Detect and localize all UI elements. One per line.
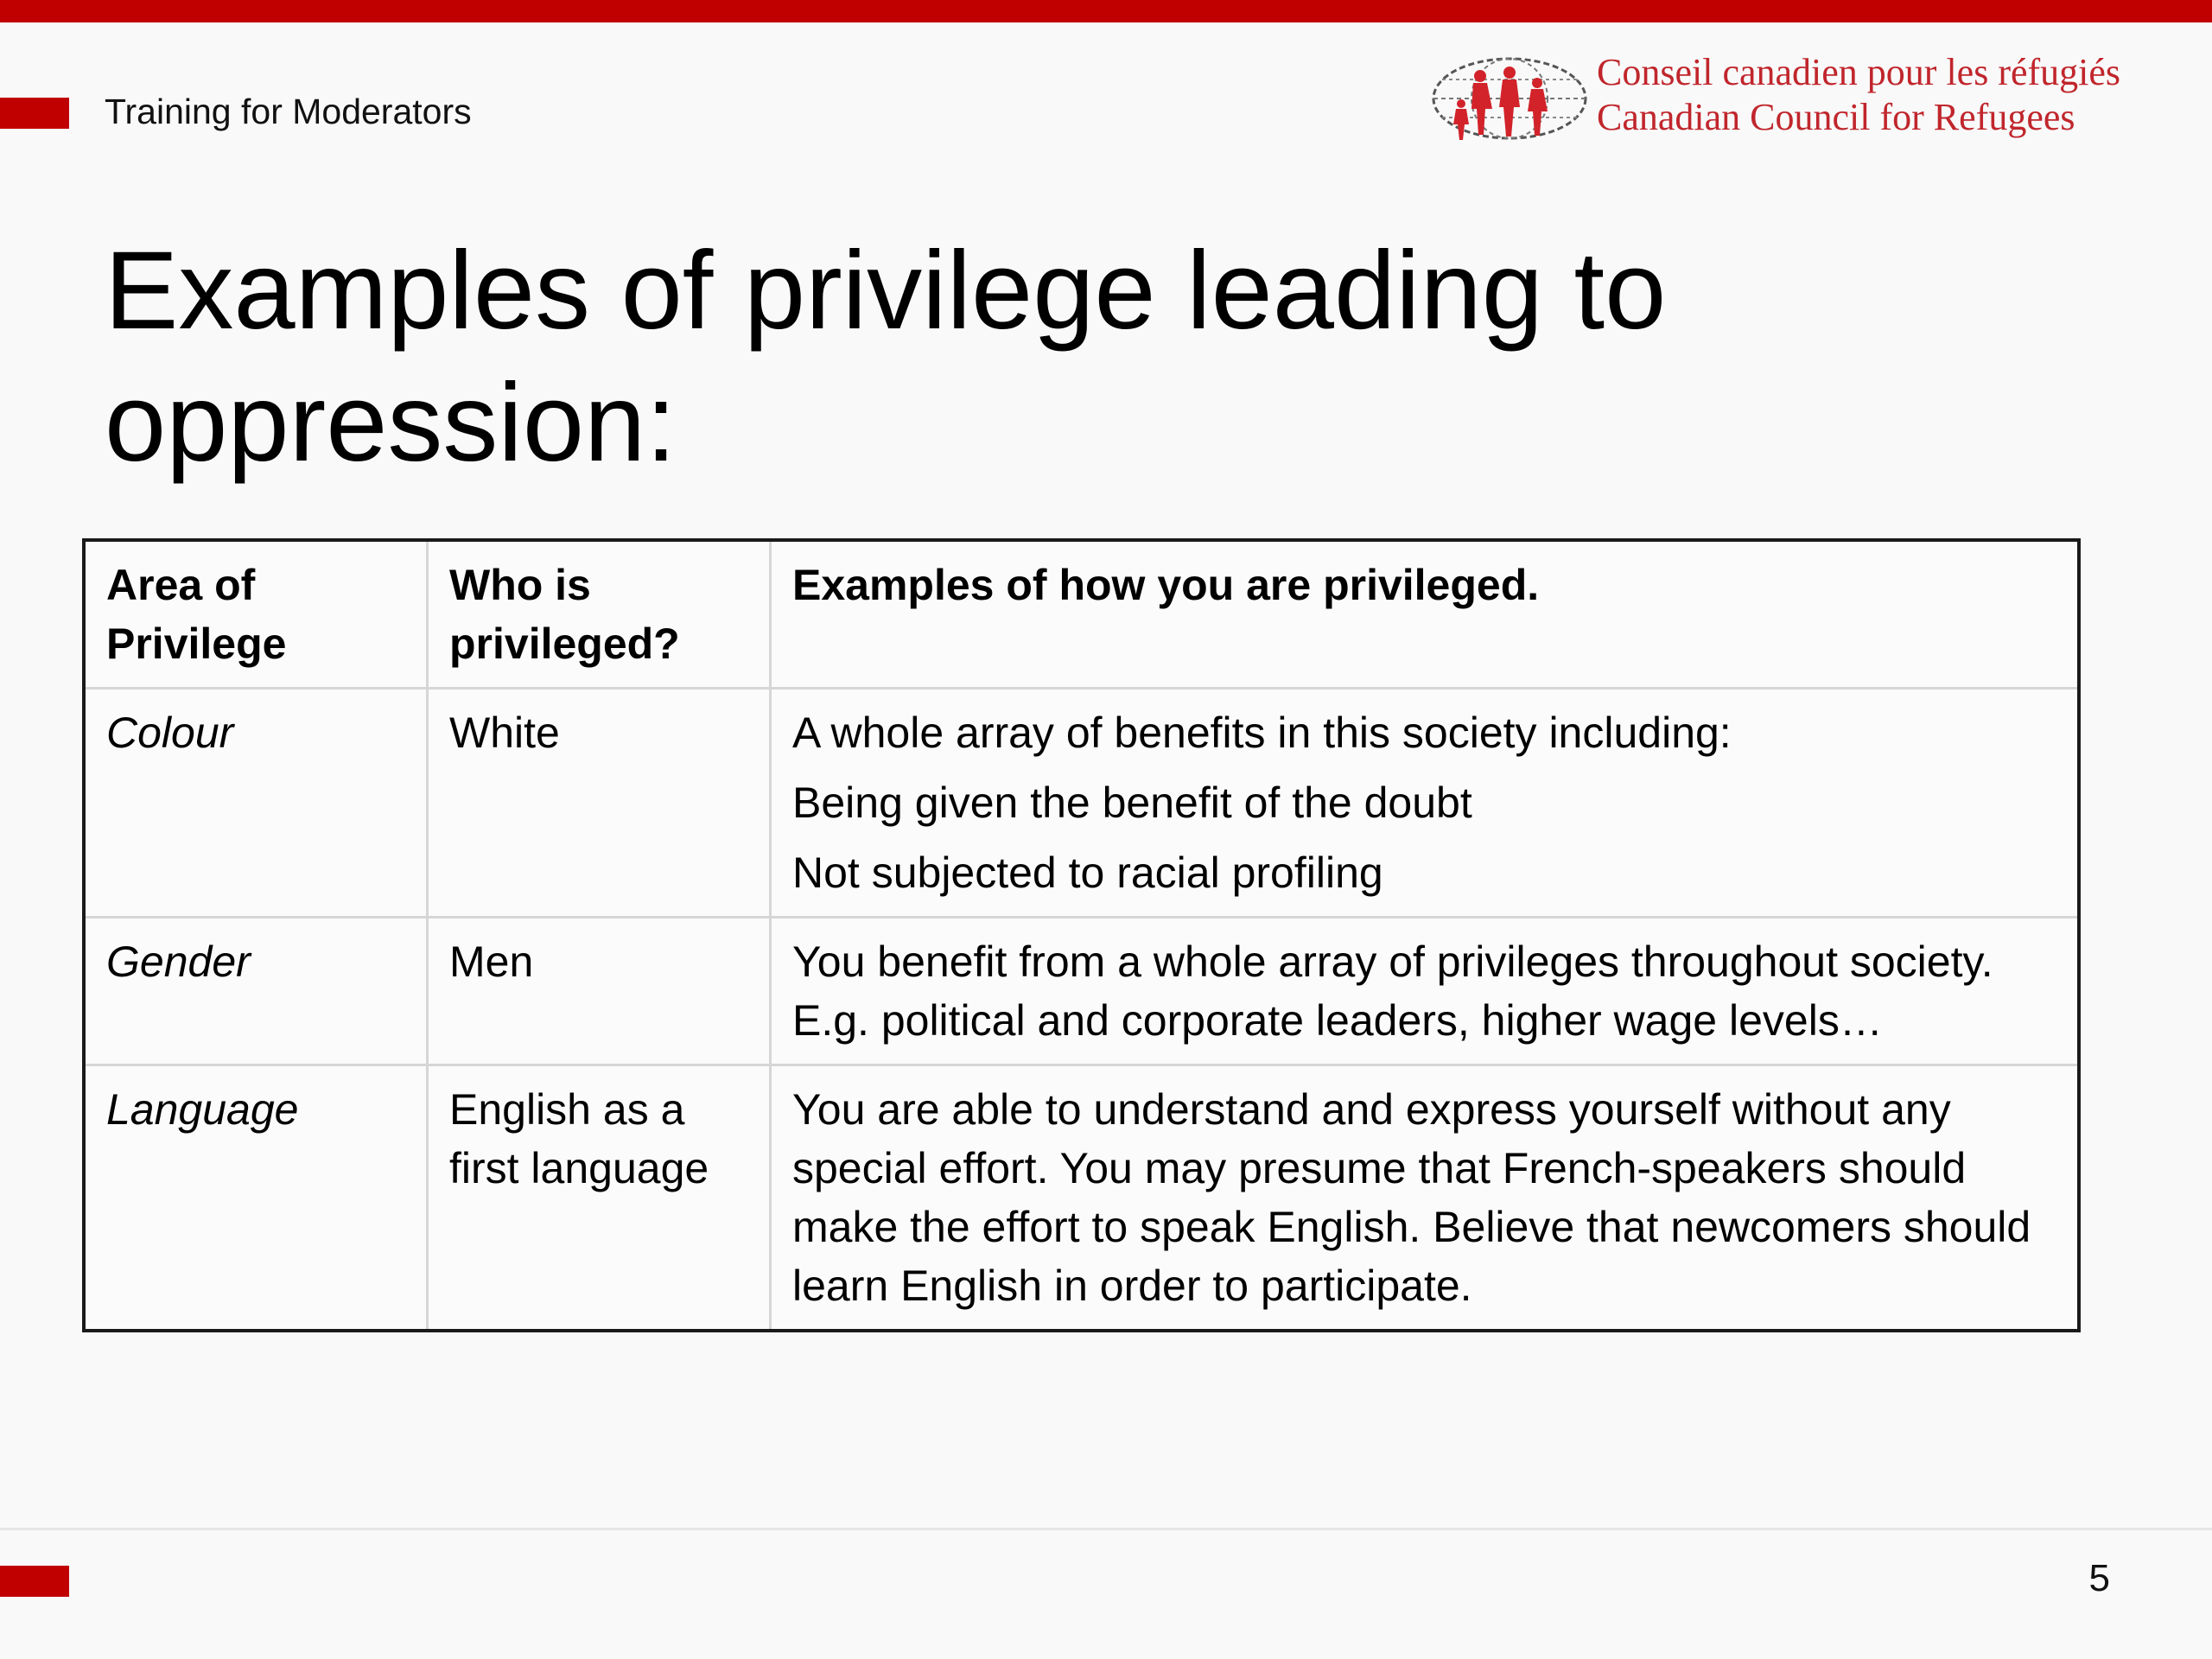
cell-area: Colour [84,689,428,918]
header-area-of-privilege: Area of Privilege [84,540,428,689]
cell-area: Gender [84,918,428,1065]
example-line: A whole array of benefits in this society including: [792,709,1732,757]
cell-area: Language [84,1065,428,1332]
cell-examples [771,918,2080,1065]
table-row [84,918,2079,1065]
logo-text-english: Canadian Council for Refugees [1597,96,2075,138]
cell-who: Men [428,918,771,1065]
cell-who: English as a first language [428,1065,771,1332]
footer-divider [0,1528,2212,1530]
example-line: You are able to understand and express yourself without any special effort. You may presume that French-speakers should make the effort to speak English. Believe that newcomers should learn English in order to participate. [792,1085,2031,1310]
top-accent-bar [0,0,2212,22]
organization-logo [1430,50,2139,149]
cell-examples [771,689,2080,918]
example-line: Not subjected to racial profiling [792,849,1383,897]
example-line: Being given the benefit of the doubt [792,779,1472,827]
cell-examples [771,1065,2080,1332]
logo-text-french: Conseil canadien pour les réfugiés [1597,51,2121,93]
cell-who: White [428,689,771,918]
footer-accent-mark [0,1566,69,1597]
header-who-is-privileged: Who is privileged? [428,540,771,689]
page-number: 5 [2088,1557,2110,1599]
example-line: You benefit from a whole array of privileges throughout society. E.g. political and corporate leaders, higher wage levels… [792,938,1993,1045]
globe-people-logo-icon [1430,54,1590,149]
slide-title: Examples of privilege leading to oppression: [105,229,1667,485]
privilege-table [82,538,2081,1332]
header-accent-mark [0,98,69,129]
table-header-row [84,540,2079,689]
table-row [84,689,2079,918]
header-examples: Examples of how you are privileged. [771,540,2080,689]
table-row [84,1065,2079,1332]
header-label: Training for Moderators [105,92,472,131]
